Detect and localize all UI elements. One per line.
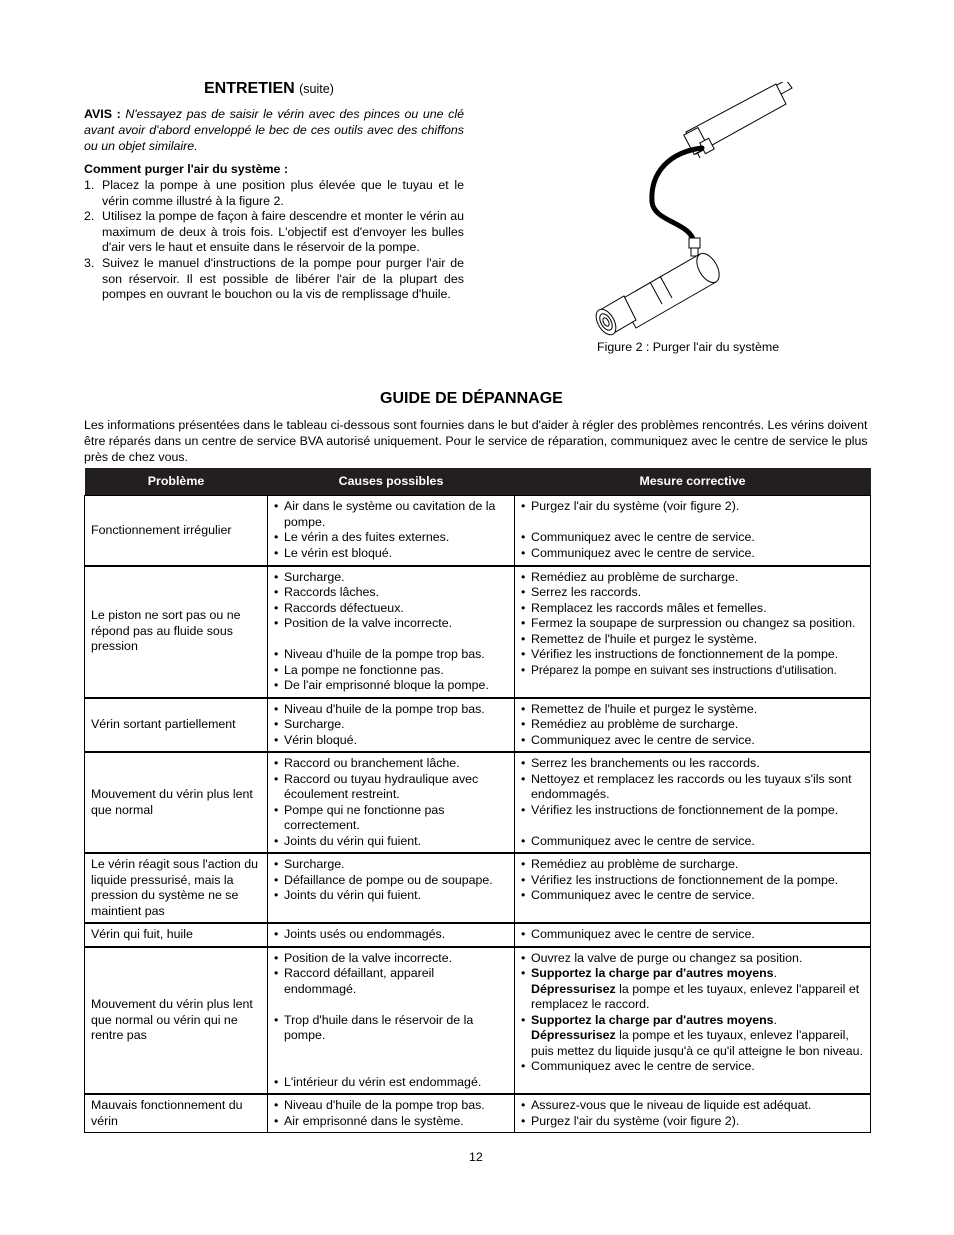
- guide-title: GUIDE DE DÉPANNAGE: [380, 390, 563, 407]
- avis-text: N'essayez pas de saisir le vérin avec des pinces ou une clé avant avoir d'abord enveloppé le bec de ces outils avec des chiffons ou un objet similaire.: [84, 107, 464, 153]
- fixes-cell: • Communiquez avec le centre de service.: [515, 923, 871, 947]
- guide-intro: Les informations présentées dans le tableau ci-dessous sont fournies dans le but d'aider à régler des problèmes rencontrés. Les vérins doivent être réparés dans un centre de service BVA autorisé uniquement. Pour le service de réparation, communiquez avec le centre de service le plus près de chez vous.: [84, 418, 868, 464]
- avis-label: AVIS :: [84, 107, 121, 121]
- figure-2-illustration: [590, 82, 802, 344]
- problem-cell: Mouvement du vérin plus lent que normal ou vérin qui ne rentre pas: [85, 947, 268, 1095]
- table-row: [85, 923, 871, 947]
- fixes-cell: • Purgez l'air du système (voir figure 2). • Communiquez avec le centre de service. • Communiquez avec le centre de service.: [515, 496, 871, 566]
- purge-steps: [84, 178, 464, 303]
- avis-notice: [84, 106, 464, 154]
- table-row: [85, 566, 871, 698]
- problem-cell: Mouvement du vérin plus lent que normal: [85, 752, 268, 853]
- page-number: 12: [469, 1150, 483, 1164]
- causes-cell: • Niveau d'huile de la pompe trop bas. • Surcharge. • Vérin bloqué.: [268, 698, 515, 753]
- troubleshooting-table: [84, 468, 871, 1133]
- purge-title: Comment purger l'air du système :: [84, 162, 288, 176]
- causes-cell: • Position de la valve incorrecte. • Raccord défaillant, appareil endommagé. • Trop d'huile dans le réservoir de la pompe. • L'intérieur du vérin est endommagé.: [268, 947, 515, 1095]
- causes-cell: • Niveau d'huile de la pompe trop bas. • Air emprisonné dans le système.: [268, 1094, 515, 1133]
- fixes-cell: • Remédiez au problème de surcharge. • Serrez les raccords. • Remplacez les raccords mâles et femelles. • Fermez la soupape de surpression ou changez sa position. • Remettez de l'huile et purgez le système. • Vérifiez les instructions de fonctionnement de la pompe. • Préparez la pompe en suivant ses instructions d'utilisation.: [515, 566, 871, 698]
- figure-caption: Figure 2 : Purger l'air du système: [597, 340, 780, 354]
- problem-cell: Fonctionnement irrégulier: [85, 496, 268, 566]
- table-row: [85, 1094, 871, 1133]
- fixes-cell: • Serrez les branchements ou les raccords. • Nettoyez et remplacez les raccords ou les tuyaux s'ils sont endommagés. • Vérifiez les instructions de fonctionnement de la pompe. • Communiquez avec le centre de service.: [515, 752, 871, 853]
- fixes-cell: • Remédiez au problème de surcharge. • Vérifiez les instructions de fonctionnement de la pompe. • Communiquez avec le centre de service.: [515, 853, 871, 923]
- causes-cell: • Surcharge. • Raccords lâches. • Raccords défectueux. • Position de la valve incorrecte. • Niveau d'huile de la pompe trop bas. • La pompe ne fonctionne pas. • De l'air emprisonné bloque la pompe.: [268, 566, 515, 698]
- header-mesure: Mesure corrective: [515, 468, 871, 496]
- causes-cell: • Surcharge. • Défaillance de pompe ou de soupape. • Joints du vérin qui fuient.: [268, 853, 515, 923]
- entretien-suite: (suite): [299, 82, 334, 96]
- purge-step: 2. Utilisez la pompe de façon à faire descendre et monter le vérin au maximum de deux à trois fois. L'objectif est d'envoyer les bulles d'air vers le haut et ensuite dans le réservoir de la pompe.: [84, 209, 464, 255]
- problem-cell: Le piston ne sort pas ou ne répond pas au fluide sous pression: [85, 566, 268, 698]
- table-row: [85, 496, 871, 566]
- purge-step: 3. Suivez le manuel d'instructions de la pompe pour purger l'air de son réservoir. Il est possible de libérer l'air de la plupart des pompes en ouvrant le bouchon ou la vis de remplissage d'huile.: [84, 255, 464, 302]
- table-row: [85, 853, 871, 923]
- entretien-title: ENTRETIEN: [204, 80, 295, 97]
- table-row: [85, 698, 871, 753]
- header-probleme: Problème: [85, 468, 268, 496]
- fixes-cell: • Assurez-vous que le niveau de liquide est adéquat. • Purgez l'air du système (voir figure 2).: [515, 1094, 871, 1133]
- fix-support-load: • Supportez la charge par d'autres moyens. Dépressurisez la pompe et les tuyaux, enlevez l'appareil, puis mettez du liquide jusqu'à ce qu'il atteigne le bon niveau.: [521, 1013, 864, 1060]
- table-row: [85, 752, 871, 853]
- fixes-cell: • Ouvrez la valve de purge ou changez sa position. • Supportez la charge par d'autres moyens. Dépressurisez la pompe et les tuyaux, enlevez l'appareil et remplacez le raccord. • Supportez la charge par d'autres moyens. Dépressurisez la pompe et les tuyaux, enlevez l'appareil, puis mettez du liquide jusqu'à ce qu'il atteigne le bon niveau. • Communiquez avec le centre de service.: [515, 947, 871, 1095]
- problem-cell: Mauvais fonctionnement du vérin: [85, 1094, 268, 1133]
- entretien-heading: [204, 80, 334, 98]
- table-header-row: [85, 468, 871, 496]
- problem-cell: Le vérin réagit sous l'action du liquide pressurisé, mais la pression du système ne se maintient pas: [85, 853, 268, 923]
- problem-cell: Vérin sortant partiellement: [85, 698, 268, 753]
- problem-cell: Vérin qui fuit, huile: [85, 923, 268, 947]
- causes-cell: • Joints usés ou endommagés.: [268, 923, 515, 947]
- table-row: [85, 947, 871, 1095]
- fix-support-load: • Supportez la charge par d'autres moyens. Dépressurisez la pompe et les tuyaux, enlevez l'appareil et remplacez le raccord.: [521, 966, 864, 1013]
- fixes-cell: • Remettez de l'huile et purgez le système. • Remédiez au problème de surcharge. • Communiquez avec le centre de service.: [515, 698, 871, 753]
- causes-cell: • Air dans le système ou cavitation de la pompe. • Le vérin a des fuites externes. • Le vérin est bloqué.: [268, 496, 515, 566]
- header-causes: Causes possibles: [268, 468, 515, 496]
- purge-step: 1. Placez la pompe à une position plus élevée que le tuyau et le vérin comme illustré à la figure 2.: [84, 178, 464, 208]
- causes-cell: • Raccord ou branchement lâche. • Raccord ou tuyau hydraulique avec écoulement restreint. • Pompe qui ne fonctionne pas correctement. • Joints du vérin qui fuient.: [268, 752, 515, 853]
